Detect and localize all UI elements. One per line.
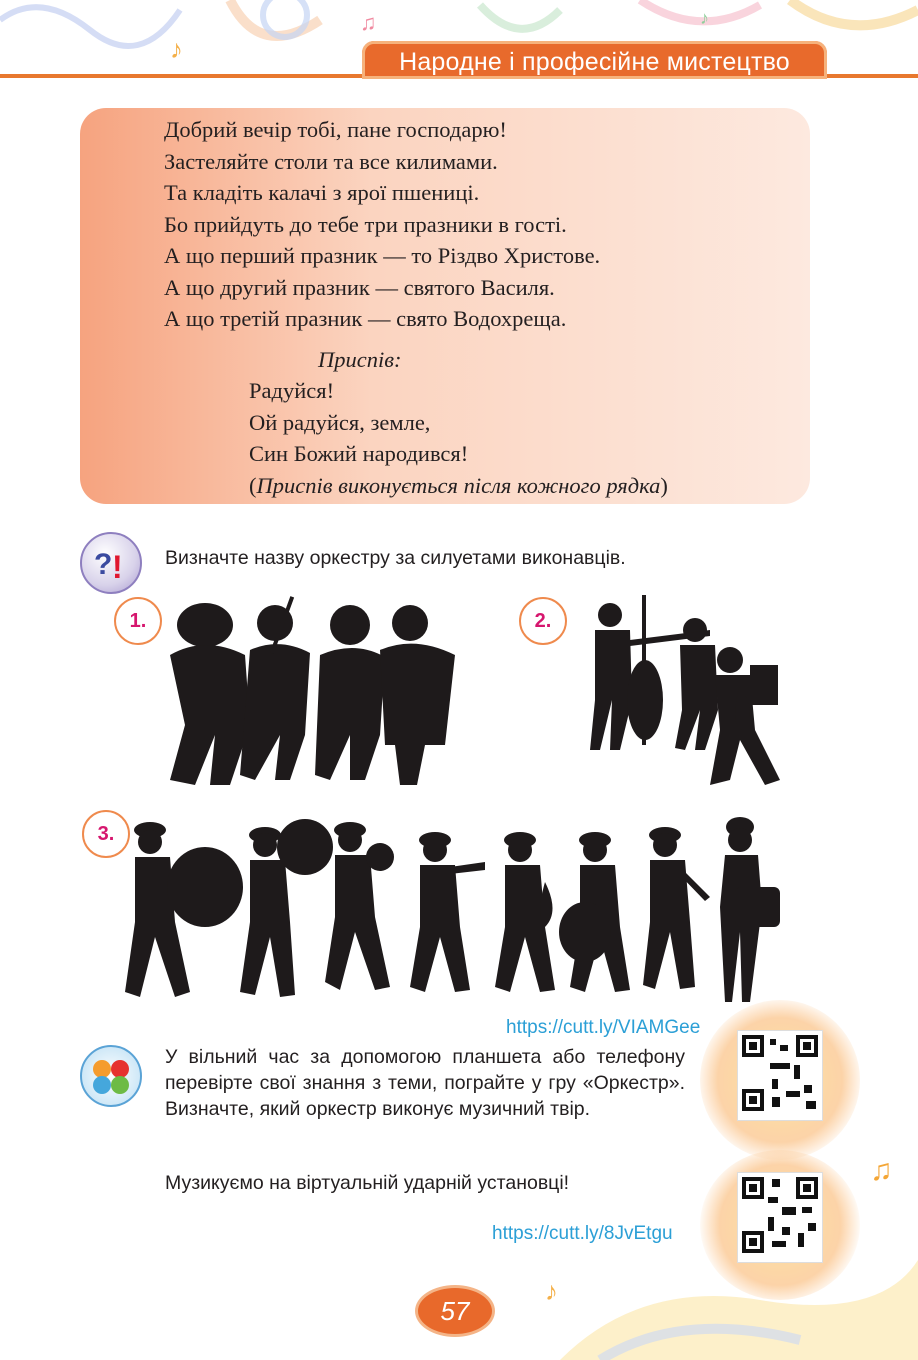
- verse-line: Добрий вечір тобі, пане господарю!: [164, 117, 507, 142]
- chorus-line: Радуйся!: [249, 378, 335, 403]
- svg-text:♪: ♪: [170, 34, 183, 64]
- colorful-hands-icon: [80, 1045, 142, 1107]
- svg-text:♫: ♫: [360, 10, 377, 35]
- svg-text:♫: ♫: [870, 1154, 893, 1187]
- svg-text:♪: ♪: [700, 8, 709, 28]
- jazz-band-silhouette: [590, 590, 790, 790]
- item-number-badge: 3.: [82, 810, 130, 858]
- page-number: 57: [415, 1285, 495, 1337]
- task-instruction: Визначте назву оркестру за силуетами виконавців.: [165, 547, 626, 569]
- chorus-heading: Приспів:: [318, 347, 402, 372]
- chorus-line: Син Божий народився!: [249, 441, 469, 466]
- song-verse: [164, 114, 600, 335]
- item-number-badge: 1.: [114, 597, 162, 645]
- verse-line: А що другий празник — святого Василя.: [164, 274, 555, 300]
- qr-code-icon[interactable]: [737, 1172, 823, 1263]
- string-quartet-silhouette: [155, 595, 465, 790]
- verse-line: Та кладіть калачі з ярої пшениці.: [164, 180, 480, 205]
- svg-text:?: ?: [94, 548, 113, 581]
- chorus-line: Ой радуйся, земле,: [249, 409, 431, 435]
- section-title: Народне і професійне мистецтво: [399, 48, 790, 76]
- verse-line: А що третій празник — свято Водохреща.: [164, 306, 567, 331]
- item-number-badge: 2.: [519, 597, 567, 645]
- paren-open: (: [249, 472, 257, 498]
- link-drum-kit[interactable]: https://cutt.ly/8JvEtgu: [492, 1223, 673, 1244]
- verse-line: Застеляйте столи та все килимами.: [164, 148, 498, 174]
- qr-code-icon[interactable]: [737, 1030, 823, 1121]
- link-orchestra-game[interactable]: https://cutt.ly/VIAMGee: [506, 1017, 701, 1038]
- game-instruction: У вільний час за допомогою планшета або телефону перевірте свої знання з теми, пограйте у гру «Оркестр». Визначте, який оркестр виконує музичний твір.: [165, 1046, 685, 1120]
- verse-line: Бо прийдуть до тебе три празники в гості.: [164, 211, 567, 237]
- chorus-note: [249, 470, 668, 502]
- song-chorus: [249, 375, 668, 501]
- question-exclamation-icon: [80, 532, 142, 594]
- marching-band-silhouette: [120, 812, 785, 1012]
- chorus-note-text: Приспів виконується після кожного рядка: [256, 472, 661, 498]
- paren-close: ): [660, 472, 668, 498]
- drum-instruction: Музикуємо на віртуальній ударній установці!: [165, 1172, 570, 1194]
- svg-text:♪: ♪: [545, 1276, 558, 1306]
- verse-line: А що перший празник — то Різдво Христове.: [164, 243, 601, 268]
- svg-text:!: !: [112, 549, 123, 585]
